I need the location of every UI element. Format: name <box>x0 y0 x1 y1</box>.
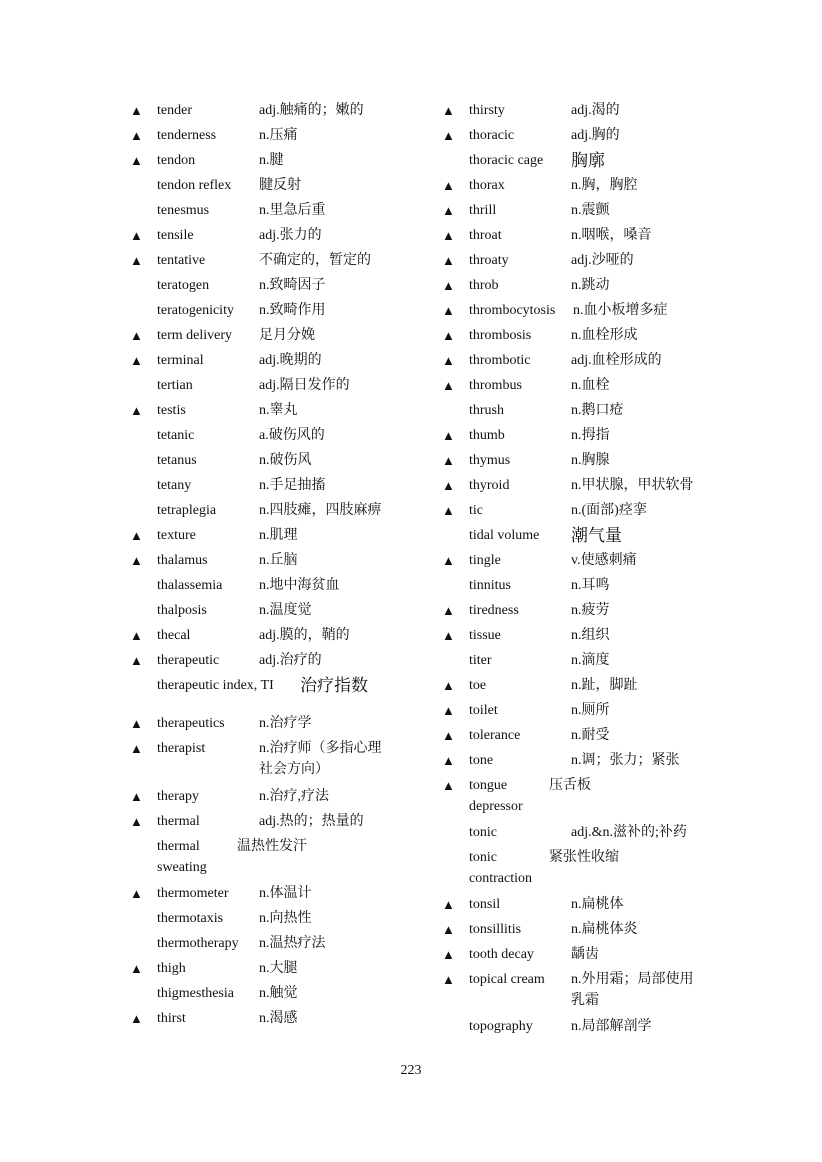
glossary-entry <box>442 675 732 696</box>
triangle-marker-icon: ▲ <box>130 553 143 568</box>
entry-term: topography <box>469 1019 533 1034</box>
triangle-marker-icon: ▲ <box>442 328 455 343</box>
entry-definition: n.趾，脚趾 <box>571 678 638 693</box>
glossary-entry <box>130 675 420 696</box>
entry-term: thirsty <box>469 103 505 118</box>
entry-term: tentative <box>157 253 206 268</box>
glossary-entry <box>130 400 420 421</box>
entry-definition: n.地中海贫血 <box>259 578 340 593</box>
triangle-marker-icon: ▲ <box>442 178 455 193</box>
triangle-marker-icon: ▲ <box>442 203 455 218</box>
entry-term: tissue <box>469 628 501 643</box>
glossary-entry <box>442 750 732 771</box>
entry-term: tetanus <box>157 453 197 468</box>
entry-term: therapeutic <box>157 653 220 668</box>
entry-definition: n.丘脑 <box>259 553 298 568</box>
triangle-marker-icon: ▲ <box>130 328 143 343</box>
glossary-entry <box>442 150 732 171</box>
glossary-entry <box>130 650 420 671</box>
triangle-marker-icon: ▲ <box>130 403 143 418</box>
triangle-marker-icon: ▲ <box>442 303 455 318</box>
right-column <box>442 100 732 1037</box>
glossary-entry <box>130 1008 420 1029</box>
triangle-marker-icon: ▲ <box>442 128 455 143</box>
triangle-marker-icon: ▲ <box>442 228 455 243</box>
triangle-marker-icon: ▲ <box>442 353 455 368</box>
triangle-marker-icon: ▲ <box>130 886 143 901</box>
entry-definition: n.治疗,疗法 <box>259 789 329 804</box>
glossary-entry <box>442 725 732 746</box>
entry-definition: n.拇指 <box>571 428 610 443</box>
glossary-entry <box>130 250 420 271</box>
triangle-marker-icon: ▲ <box>442 603 455 618</box>
glossary-entry <box>442 575 732 596</box>
glossary-entry <box>442 200 732 221</box>
triangle-marker-icon: ▲ <box>130 716 143 731</box>
entry-definition: adj.渴的 <box>571 103 620 118</box>
entry-definition: n.致畸因子 <box>259 278 326 293</box>
triangle-marker-icon: ▲ <box>130 741 143 756</box>
triangle-marker-icon: ▲ <box>130 814 143 829</box>
entry-term: therapist <box>157 741 206 756</box>
glossary-entry <box>442 525 732 546</box>
triangle-marker-icon: ▲ <box>442 678 455 693</box>
glossary-entry <box>130 600 420 621</box>
entry-term: throb <box>469 278 499 293</box>
entry-term: teratogen <box>157 278 210 293</box>
entry-definition: 不确定的，暂定的 <box>259 253 371 268</box>
entry-term: tinnitus <box>469 578 512 593</box>
triangle-marker-icon: ▲ <box>442 922 455 937</box>
glossary-entry <box>130 811 420 832</box>
entry-term: tooth decay <box>469 947 534 962</box>
left-column <box>130 100 420 1029</box>
entry-term: thirst <box>157 1011 186 1026</box>
entry-definition: n.外用霜；局部使用乳霜 <box>571 972 694 1008</box>
triangle-marker-icon: ▲ <box>442 378 455 393</box>
entry-term: tertian <box>157 378 193 393</box>
entry-definition: n.向热性 <box>259 911 312 926</box>
entry-definition: n.胸腺 <box>571 453 610 468</box>
entry-definition: adj.膜的，鞘的 <box>259 628 350 643</box>
glossary-entry <box>130 983 420 1004</box>
entry-definition: adj.胸的 <box>571 128 620 143</box>
glossary-entry <box>130 575 420 596</box>
triangle-marker-icon: ▲ <box>130 1011 143 1026</box>
entry-definition: n.破伤风 <box>259 453 312 468</box>
glossary-entry <box>442 550 732 571</box>
entry-definition: n.扁桃体 <box>571 897 624 912</box>
glossary-entry <box>130 375 420 396</box>
triangle-marker-icon: ▲ <box>130 353 143 368</box>
entry-term: testis <box>157 403 186 418</box>
entry-definition: n.(面部)痉挛 <box>571 503 647 518</box>
glossary-entry <box>442 325 732 346</box>
entry-definition: adj.血栓形成的 <box>571 353 662 368</box>
glossary-entry <box>130 908 420 929</box>
glossary-entry <box>130 125 420 146</box>
entry-term: tic <box>469 503 483 518</box>
entry-definition: adj.&n.滋补的;补药 <box>571 825 687 840</box>
entry-term: topical cream <box>469 972 545 987</box>
entry-term: thermometer <box>157 886 229 901</box>
glossary-entry <box>442 500 732 521</box>
entry-term: tetany <box>157 478 192 493</box>
entry-term: tongue depressor <box>469 778 523 814</box>
entry-term: tender <box>157 103 192 118</box>
glossary-entry <box>442 400 732 421</box>
entry-definition: n.手足抽搐 <box>259 478 326 493</box>
entry-term: thigmesthesia <box>157 986 234 1001</box>
glossary-entry <box>130 550 420 571</box>
entry-definition: adj.触痛的；嫩的 <box>259 103 364 118</box>
triangle-marker-icon: ▲ <box>442 453 455 468</box>
entry-definition: n.体温计 <box>259 886 312 901</box>
entry-definition: n.渴感 <box>259 1011 298 1026</box>
entry-definition: adj.热的；热量的 <box>259 814 364 829</box>
glossary-entry <box>442 375 732 396</box>
entry-definition: 胸廓 <box>571 151 605 170</box>
entry-definition: n.压痛 <box>259 128 298 143</box>
glossary-entry <box>442 125 732 146</box>
entry-term: thermotaxis <box>157 911 224 926</box>
triangle-marker-icon: ▲ <box>130 789 143 804</box>
glossary-entry <box>442 625 732 646</box>
entry-term: thrombocytosis <box>469 303 556 318</box>
triangle-marker-icon: ▲ <box>442 253 455 268</box>
triangle-marker-icon: ▲ <box>130 228 143 243</box>
entry-definition: n.组织 <box>571 628 610 643</box>
entry-definition: adj.张力的 <box>259 228 322 243</box>
glossary-entry <box>130 958 420 979</box>
glossary-entry <box>130 525 420 546</box>
glossary-entry <box>130 350 420 371</box>
entry-term: thoracic <box>469 128 515 143</box>
entry-term: thermal <box>157 814 200 829</box>
glossary-entry <box>442 175 732 196</box>
triangle-marker-icon: ▲ <box>130 961 143 976</box>
entry-term: tendon <box>157 153 196 168</box>
glossary-entry <box>442 450 732 471</box>
glossary-entry <box>130 933 420 954</box>
entry-definition: 紧张性收缩 <box>549 850 619 865</box>
entry-definition: n.耐受 <box>571 728 610 743</box>
entry-definition: 温热性发汗 <box>237 839 307 854</box>
entry-definition: n.血小板增多症 <box>573 303 668 318</box>
entry-definition: 腱反射 <box>259 178 301 193</box>
glossary-entry <box>130 150 420 171</box>
entry-definition: n.扁桃体炎 <box>571 922 638 937</box>
entry-definition: n.耳鸣 <box>571 578 610 593</box>
entry-definition: n.腱 <box>259 153 284 168</box>
glossary-entry <box>130 625 420 646</box>
entry-term: terminal <box>157 353 204 368</box>
entry-term: thermotherapy <box>157 936 239 951</box>
entry-term: toe <box>469 678 487 693</box>
entry-term: therapeutic index, TI <box>157 678 274 693</box>
entry-definition: n.大腿 <box>259 961 298 976</box>
triangle-marker-icon: ▲ <box>130 253 143 268</box>
glossary-entry <box>130 786 420 807</box>
glossary-entry <box>130 883 420 904</box>
entry-definition: n.鹅口疮 <box>571 403 624 418</box>
triangle-marker-icon: ▲ <box>442 947 455 962</box>
triangle-marker-icon: ▲ <box>442 428 455 443</box>
entry-term: tonsil <box>469 897 501 912</box>
entry-term: thoracic cage <box>469 153 544 168</box>
triangle-marker-icon: ▲ <box>130 153 143 168</box>
entry-definition: n.治疗学 <box>259 716 312 731</box>
triangle-marker-icon: ▲ <box>442 478 455 493</box>
entry-definition: n.四肢瘫，四肢麻痹 <box>259 503 382 518</box>
entry-term: tone <box>469 753 494 768</box>
entry-term: tetraplegia <box>157 503 217 518</box>
entry-definition: n.调；张力；紧张 <box>571 753 680 768</box>
entry-definition: adj.隔日发作的 <box>259 378 350 393</box>
glossary-entry <box>442 822 732 843</box>
entry-definition: v.使感刺痛 <box>571 553 637 568</box>
entry-term: tenesmus <box>157 203 210 218</box>
entry-term: thrombotic <box>469 353 531 368</box>
entry-term: tiredness <box>469 603 519 618</box>
glossary-entry <box>442 350 732 371</box>
entry-term: teratogenicity <box>157 303 234 318</box>
entry-term: thigh <box>157 961 186 976</box>
entry-definition: 潮气量 <box>571 526 622 545</box>
glossary-entry <box>442 944 732 965</box>
glossary-entry <box>442 919 732 940</box>
entry-term: tetanic <box>157 428 195 443</box>
entry-definition: adj.沙哑的 <box>571 253 634 268</box>
entry-term: tingle <box>469 553 501 568</box>
triangle-marker-icon: ▲ <box>442 753 455 768</box>
glossary-entry <box>130 275 420 296</box>
page-number: 223 <box>400 1063 422 1078</box>
entry-definition: n.睾丸 <box>259 403 298 418</box>
glossary-entry <box>442 775 732 817</box>
entry-term: thalassemia <box>157 578 223 593</box>
glossary-entry <box>130 225 420 246</box>
glossary-entry <box>130 100 420 121</box>
triangle-marker-icon: ▲ <box>130 653 143 668</box>
entry-definition: 压舌板 <box>549 778 591 793</box>
entry-term: toilet <box>469 703 498 718</box>
entry-term: therapy <box>157 789 199 804</box>
triangle-marker-icon: ▲ <box>442 703 455 718</box>
glossary-entry <box>130 175 420 196</box>
entry-term: term delivery <box>157 328 233 343</box>
entry-definition: 龋齿 <box>571 947 599 962</box>
entry-term: thrombus <box>469 378 522 393</box>
entry-definition: n.甲状腺，甲状软骨 <box>571 478 694 493</box>
glossary-entry <box>442 894 732 915</box>
entry-definition: n.血栓形成 <box>571 328 638 343</box>
entry-definition: n.跳动 <box>571 278 610 293</box>
glossary-entry <box>442 425 732 446</box>
entry-definition: adj.晚期的 <box>259 353 322 368</box>
entry-term: thecal <box>157 628 191 643</box>
entry-term: thyroid <box>469 478 510 493</box>
triangle-marker-icon: ▲ <box>130 128 143 143</box>
entry-term: throaty <box>469 253 509 268</box>
glossary-entry <box>442 100 732 121</box>
triangle-marker-icon: ▲ <box>442 778 455 793</box>
entry-term: tidal volume <box>469 528 540 543</box>
triangle-marker-icon: ▲ <box>442 628 455 643</box>
glossary-entry <box>130 200 420 221</box>
glossary-entry <box>442 600 732 621</box>
glossary-entry <box>130 836 420 878</box>
glossary-entry <box>442 969 732 1011</box>
glossary-entry <box>442 275 732 296</box>
entry-definition: n.触觉 <box>259 986 298 1001</box>
glossary-entry <box>442 475 732 496</box>
entry-term: thrombosis <box>469 328 532 343</box>
glossary-entry <box>442 847 732 889</box>
entry-term: thumb <box>469 428 505 443</box>
entry-definition: n.里急后重 <box>259 203 326 218</box>
entry-term: thorax <box>469 178 505 193</box>
entry-term: texture <box>157 528 196 543</box>
entry-definition: a.破伤风的 <box>259 428 325 443</box>
entry-term: tonic <box>469 825 497 840</box>
entry-term: tendon reflex <box>157 178 232 193</box>
glossary-entry <box>442 225 732 246</box>
entry-definition: n.治疗师（多指心理社会方向） <box>259 741 382 777</box>
glossary-entry <box>442 300 732 321</box>
triangle-marker-icon: ▲ <box>130 103 143 118</box>
triangle-marker-icon: ▲ <box>442 897 455 912</box>
entry-definition: n.厕所 <box>571 703 610 718</box>
glossary-entry <box>442 250 732 271</box>
entry-definition: n.致畸作用 <box>259 303 326 318</box>
entry-definition: n.滴度 <box>571 653 610 668</box>
glossary-entry <box>130 500 420 521</box>
entry-term: tonic contraction <box>469 850 532 886</box>
entry-definition: n.咽喉，嗓音 <box>571 228 652 243</box>
glossary-entry <box>130 325 420 346</box>
triangle-marker-icon: ▲ <box>442 278 455 293</box>
glossary-entry <box>442 700 732 721</box>
triangle-marker-icon: ▲ <box>442 503 455 518</box>
entry-definition: n.血栓 <box>571 378 610 393</box>
entry-term: thermal sweating <box>157 839 207 875</box>
glossary-entry <box>442 650 732 671</box>
entry-definition: n.胸，胸腔 <box>571 178 638 193</box>
entry-term: thalamus <box>157 553 208 568</box>
entry-term: thalposis <box>157 603 207 618</box>
entry-term: thrill <box>469 203 497 218</box>
entry-definition: 治疗指数 <box>300 676 368 695</box>
entry-term: thymus <box>469 453 511 468</box>
glossary-entry <box>130 450 420 471</box>
entry-definition: adj.治疗的 <box>259 653 322 668</box>
entry-definition: n.震颤 <box>571 203 610 218</box>
entry-definition: n.肌理 <box>259 528 298 543</box>
glossary-entry <box>130 300 420 321</box>
triangle-marker-icon: ▲ <box>442 553 455 568</box>
entry-term: tonsillitis <box>469 922 522 937</box>
entry-term: tenderness <box>157 128 217 143</box>
triangle-marker-icon: ▲ <box>442 972 455 987</box>
entry-term: tolerance <box>469 728 521 743</box>
triangle-marker-icon: ▲ <box>442 728 455 743</box>
entry-definition: n.疲劳 <box>571 603 610 618</box>
entry-term: thrush <box>469 403 504 418</box>
entry-definition: n.局部解剖学 <box>571 1019 652 1034</box>
glossary-entry <box>130 738 420 780</box>
entry-term: titer <box>469 653 492 668</box>
entry-definition: n.温度觉 <box>259 603 312 618</box>
entry-term: throat <box>469 228 502 243</box>
glossary-entry <box>442 1016 732 1037</box>
entry-term: tensile <box>157 228 194 243</box>
triangle-marker-icon: ▲ <box>442 103 455 118</box>
glossary-entry <box>130 713 420 734</box>
triangle-marker-icon: ▲ <box>130 628 143 643</box>
glossary-entry <box>130 475 420 496</box>
entry-definition: n.温热疗法 <box>259 936 326 951</box>
entry-term: therapeutics <box>157 716 225 731</box>
triangle-marker-icon: ▲ <box>130 528 143 543</box>
entry-definition: 足月分娩 <box>259 328 315 343</box>
glossary-entry <box>130 425 420 446</box>
